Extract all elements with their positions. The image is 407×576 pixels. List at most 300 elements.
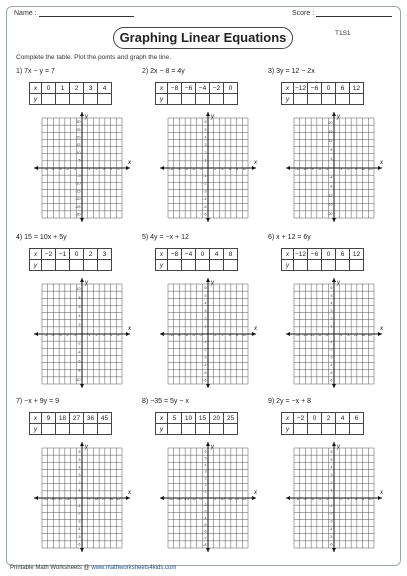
y-axis-label: y: [85, 280, 88, 286]
x-value-cell: 36: [84, 413, 98, 424]
y-answer-cell[interactable]: [294, 94, 308, 105]
x-tick-label: -45: [43, 496, 49, 501]
y-tick-label: 1: [204, 158, 207, 163]
x-header-cell: x: [156, 413, 168, 424]
x-value-cell: 12: [350, 249, 364, 260]
x-header-cell: x: [30, 249, 42, 260]
x-axis-label: x: [254, 326, 257, 332]
x-axis-arrow: [34, 332, 38, 336]
y-tick-label: -6: [203, 378, 207, 383]
x-value-cell: −2: [210, 83, 224, 94]
x-axis-arrow: [34, 166, 38, 170]
x-tick-label: -2: [325, 496, 329, 501]
y-answer-cell[interactable]: [336, 260, 350, 271]
x-header-cell: x: [282, 83, 294, 94]
x-tick-label: -8: [177, 332, 181, 337]
y-tick-label: -8: [77, 368, 81, 373]
footer-text: Printable Math Worksheets @: [10, 565, 92, 571]
x-tick-label: 2: [95, 332, 98, 337]
y-answer-cell[interactable]: [42, 94, 56, 105]
coordinate-grid[interactable]: [284, 112, 384, 224]
y-answer-cell[interactable]: [322, 260, 336, 271]
x-axis-arrow: [34, 496, 38, 500]
x-tick-label: -12: [309, 332, 315, 337]
y-answer-cell[interactable]: [210, 424, 224, 435]
x-tick-label: -3: [325, 166, 329, 171]
x-axis-arrow: [126, 496, 130, 500]
y-answer-cell[interactable]: [210, 94, 224, 105]
x-tick-label: -6: [184, 332, 188, 337]
y-tick-label: -1: [203, 173, 207, 178]
x-tick-label: 1: [88, 332, 91, 337]
y-answer-cell[interactable]: [56, 94, 70, 105]
y-tick-label: -10: [75, 377, 81, 382]
x-axis-arrow: [252, 496, 256, 500]
y-tick-label: 5: [204, 456, 207, 461]
y-header-cell: y: [156, 424, 168, 435]
problem-9: [268, 398, 393, 558]
y-tick-label: -3: [329, 355, 333, 360]
xy-table: [29, 248, 112, 271]
y-answer-cell[interactable]: [224, 94, 238, 105]
y-tick-label: -1: [203, 489, 207, 494]
y-tick-label: -30: [75, 212, 81, 217]
problem-equation: 7) −x + 9y = 9: [16, 398, 59, 405]
x-tick-label: 20: [368, 332, 373, 337]
y-tick-label: -12: [327, 193, 333, 198]
name-line: [39, 11, 134, 17]
y-tick-label: 30: [76, 120, 81, 125]
x-axis-arrow: [286, 496, 290, 500]
x-value-cell: 9: [42, 413, 56, 424]
y-axis-arrow: [332, 112, 336, 116]
x-value-cell: −12: [294, 250, 307, 258]
x-tick-label: -2: [65, 332, 70, 337]
y-tick-label: 4: [204, 135, 207, 140]
coordinate-grid[interactable]: [32, 112, 132, 224]
y-tick-label: 15: [76, 143, 81, 148]
y-tick-label: -8: [203, 542, 207, 547]
score-line: [316, 11, 392, 17]
x-axis-arrow: [252, 166, 256, 170]
x-tick-label: -4: [51, 166, 55, 171]
y-tick-label: -2: [329, 347, 333, 352]
y-tick-label: -25: [75, 204, 81, 209]
y-answer-cell[interactable]: [196, 424, 210, 435]
x-tick-label: 6: [228, 166, 231, 171]
y-answer-cell[interactable]: [294, 260, 308, 271]
x-tick-label: -3: [58, 166, 62, 171]
x-tick-label: -8: [303, 496, 307, 501]
problem-equation: 1) 7x − y = 7: [16, 68, 55, 75]
x-tick-label: -10: [302, 166, 308, 171]
coordinate-grid[interactable]: [32, 442, 132, 554]
problem-3: [268, 68, 393, 228]
problem-equation: 6) x + 12 = 6y: [268, 234, 311, 241]
x-value-cell: 15: [196, 413, 210, 424]
y-tick-label: 8: [330, 148, 333, 153]
x-tick-label: -18: [64, 496, 71, 501]
x-tick-label: 2: [214, 332, 217, 337]
y-header-cell: y: [282, 260, 294, 271]
x-tick-label: 20: [235, 496, 240, 501]
x-tick-label: 25: [242, 496, 247, 501]
y-tick-label: -20: [327, 211, 333, 216]
x-tick-label: 10: [368, 496, 373, 501]
x-tick-label: -36: [50, 496, 56, 501]
x-tick-label: 1: [88, 166, 91, 171]
x-tick-label: 36: [109, 496, 114, 501]
x-axis-arrow: [378, 496, 382, 500]
x-tick-label: -4: [317, 496, 322, 501]
y-axis-arrow: [206, 384, 210, 388]
y-axis-arrow: [80, 384, 84, 388]
y-answer-cell[interactable]: [168, 94, 182, 105]
y-axis-arrow: [206, 278, 210, 282]
y-answer-cell[interactable]: [168, 424, 182, 435]
y-answer-cell[interactable]: [168, 260, 182, 271]
x-tick-label: 5: [214, 496, 217, 501]
y-tick-label: -1: [77, 503, 81, 508]
y-tick-label: -2: [77, 511, 81, 516]
x-tick-label: -9: [310, 166, 314, 171]
y-tick-label: -2: [203, 502, 207, 507]
x-tick-label: 3: [102, 332, 105, 337]
y-answer-cell[interactable]: [182, 424, 196, 435]
xy-table: [29, 82, 112, 105]
x-axis-arrow: [286, 332, 290, 336]
x-tick-label: 8: [236, 332, 239, 337]
x-value-cell: 2: [70, 83, 84, 94]
y-tick-label: 6: [78, 305, 81, 310]
y-answer-cell[interactable]: [196, 94, 210, 105]
x-tick-label: -16: [302, 332, 308, 337]
x-tick-label: -27: [57, 496, 63, 501]
y-answer-cell[interactable]: [42, 424, 56, 435]
y-tick-label: -6: [329, 542, 333, 547]
x-value-cell: −6: [308, 249, 322, 260]
y-tick-label: 2: [204, 316, 207, 321]
y-tick-label: 1: [204, 482, 207, 487]
y-answer-cell[interactable]: [308, 424, 322, 435]
y-tick-label: 3: [204, 469, 207, 474]
y-answer-cell[interactable]: [98, 424, 112, 435]
y-tick-label: 2: [78, 480, 81, 485]
coordinate-grid[interactable]: [284, 278, 384, 390]
y-tick-label: 5: [78, 457, 81, 462]
name-field[interactable]: [14, 10, 134, 17]
y-tick-label: 4: [330, 465, 333, 470]
y-answer-cell[interactable]: [84, 260, 98, 271]
x-tick-label: 9: [88, 496, 91, 501]
x-tick-label: 2: [340, 496, 343, 501]
x-value-cell: −1: [56, 249, 70, 260]
coordinate-grid[interactable]: [158, 442, 258, 554]
y-tick-label: 5: [204, 127, 207, 132]
y-axis-label: y: [337, 444, 340, 450]
x-tick-label: 6: [347, 166, 350, 171]
y-tick-label: 20: [328, 120, 333, 125]
x-value-cell: 20: [210, 413, 224, 424]
y-tick-label: -6: [77, 542, 81, 547]
x-value-cell: 8: [224, 249, 238, 260]
x-tick-label: 4: [110, 332, 113, 337]
y-tick-label: 1: [330, 324, 333, 329]
y-tick-label: -6: [203, 212, 207, 217]
x-axis-label: x: [254, 490, 257, 496]
x-value-cell: 2: [322, 413, 336, 424]
y-answer-cell[interactable]: [322, 424, 336, 435]
x-header-cell: x: [282, 249, 294, 260]
y-tick-label: 6: [330, 286, 333, 291]
y-tick-label: -5: [203, 204, 207, 209]
x-tick-label: 4: [340, 332, 343, 337]
x-tick-label: 5: [117, 332, 120, 337]
y-tick-label: -1: [203, 339, 207, 344]
y-tick-label: -15: [75, 189, 81, 194]
x-tick-label: 8: [236, 166, 239, 171]
y-answer-cell[interactable]: [56, 424, 70, 435]
x-axis-arrow: [160, 496, 164, 500]
y-tick-label: 4: [330, 301, 333, 306]
y-answer-cell[interactable]: [224, 260, 238, 271]
x-axis-arrow: [160, 332, 164, 336]
coordinate-grid[interactable]: [158, 112, 258, 224]
x-tick-label: -2: [199, 332, 203, 337]
y-answer-cell[interactable]: [56, 260, 70, 271]
y-tick-label: 5: [330, 293, 333, 298]
y-answer-cell[interactable]: [336, 94, 350, 105]
x-tick-label: -10: [295, 496, 301, 501]
y-axis-arrow: [332, 218, 336, 222]
y-tick-label: 4: [204, 301, 207, 306]
xy-table: [29, 412, 112, 435]
x-tick-label: 4: [347, 496, 350, 501]
score-field[interactable]: [292, 10, 392, 17]
y-tick-label: -4: [203, 363, 207, 368]
x-value-cell: 0: [308, 413, 322, 424]
x-tick-label: -6: [317, 166, 322, 171]
y-answer-cell[interactable]: [196, 260, 210, 271]
x-tick-label: 27: [101, 496, 106, 501]
x-tick-label: -1: [73, 332, 77, 337]
x-tick-label: 45: [116, 496, 121, 501]
y-tick-label: 6: [204, 286, 207, 291]
y-answer-cell[interactable]: [322, 94, 336, 105]
x-tick-label: -9: [73, 496, 77, 501]
problem-8: [142, 398, 267, 558]
x-value-cell: 0: [322, 249, 336, 260]
y-tick-label: 2: [78, 323, 81, 328]
y-tick-label: 3: [330, 473, 333, 478]
y-answer-cell[interactable]: [336, 424, 350, 435]
x-axis-label: x: [254, 160, 257, 166]
y-tick-label: -4: [77, 350, 81, 355]
x-tick-label: -8: [317, 332, 322, 337]
y-axis-arrow: [206, 218, 210, 222]
y-answer-cell[interactable]: [70, 260, 84, 271]
y-answer-cell[interactable]: [182, 94, 196, 105]
problem-1: [16, 68, 141, 228]
x-value-cell: 0: [322, 83, 336, 94]
y-answer-cell[interactable]: [42, 260, 56, 271]
x-tick-label: -10: [169, 166, 175, 171]
y-header-cell: y: [156, 260, 168, 271]
y-answer-cell[interactable]: [70, 94, 84, 105]
x-tick-label: -25: [169, 496, 175, 501]
x-tick-label: -2: [65, 166, 70, 171]
y-axis-label: y: [211, 280, 214, 286]
x-tick-label: 3: [102, 166, 105, 171]
y-tick-label: 16: [328, 129, 333, 134]
y-tick-label: -4: [203, 197, 207, 202]
x-value-cell: 0: [224, 83, 238, 94]
y-tick-label: 3: [78, 473, 81, 478]
y-answer-cell[interactable]: [224, 424, 238, 435]
x-header-cell: x: [156, 83, 168, 94]
y-axis-arrow: [332, 548, 336, 552]
x-tick-label: 6: [228, 332, 231, 337]
y-header-cell: y: [30, 260, 42, 271]
coordinate-grid[interactable]: [32, 278, 132, 390]
y-tick-label: 1: [78, 488, 81, 493]
y-answer-cell[interactable]: [294, 424, 308, 435]
problem-5: [142, 234, 267, 394]
x-header-cell: x: [156, 249, 168, 260]
y-axis-label: y: [211, 444, 214, 450]
y-answer-cell[interactable]: [350, 260, 364, 271]
y-tick-label: 10: [76, 150, 81, 155]
x-tick-label: 10: [220, 496, 225, 501]
y-axis-arrow: [80, 278, 84, 282]
x-axis-arrow: [286, 166, 290, 170]
y-tick-label: 25: [76, 127, 81, 132]
y-tick-label: 5: [204, 293, 207, 298]
y-answer-cell[interactable]: [98, 260, 112, 271]
coordinate-grid[interactable]: [158, 278, 258, 390]
y-answer-cell[interactable]: [308, 94, 322, 105]
xy-table: [281, 412, 364, 435]
y-tick-label: -3: [203, 189, 207, 194]
y-axis-label: y: [337, 280, 340, 286]
y-tick-label: 2: [330, 316, 333, 321]
y-tick-label: -2: [77, 341, 81, 346]
x-tick-label: -4: [191, 332, 196, 337]
x-value-cell: 6: [336, 83, 350, 94]
x-tick-label: 18: [94, 496, 99, 501]
y-answer-cell[interactable]: [98, 94, 112, 105]
y-answer-cell[interactable]: [350, 424, 364, 435]
x-value-cell: −2: [42, 249, 56, 260]
y-axis-arrow: [206, 548, 210, 552]
x-tick-label: -8: [177, 166, 181, 171]
x-tick-label: -2: [199, 166, 203, 171]
x-axis-arrow: [378, 332, 382, 336]
x-tick-label: -4: [51, 332, 55, 337]
x-value-cell: 6: [350, 413, 364, 424]
x-tick-label: -10: [169, 332, 175, 337]
x-value-cell: 27: [70, 413, 84, 424]
y-tick-label: -5: [77, 534, 81, 539]
x-tick-label: 2: [95, 166, 98, 171]
y-tick-label: 6: [78, 450, 81, 455]
y-tick-label: -1: [329, 503, 333, 508]
x-tick-label: -4: [191, 166, 196, 171]
y-header-cell: y: [30, 94, 42, 105]
x-axis-label: x: [128, 490, 131, 496]
y-tick-label: 4: [204, 462, 207, 467]
y-tick-label: -3: [77, 519, 81, 524]
y-axis-arrow: [80, 548, 84, 552]
y-tick-label: -8: [329, 184, 333, 189]
y-tick-label: -6: [203, 529, 207, 534]
y-answer-cell[interactable]: [182, 260, 196, 271]
y-answer-cell[interactable]: [70, 424, 84, 435]
y-tick-label: -20: [75, 197, 81, 202]
x-header-cell: x: [30, 413, 42, 424]
x-value-cell: −4: [196, 83, 210, 94]
y-answer-cell[interactable]: [350, 94, 364, 105]
x-value-cell: −12: [294, 84, 307, 92]
x-value-cell: 3: [98, 249, 112, 260]
y-tick-label: -5: [203, 522, 207, 527]
x-axis-arrow: [126, 332, 130, 336]
coordinate-grid[interactable]: [284, 442, 384, 554]
xy-table: [155, 248, 238, 271]
x-value-cell: 0: [70, 249, 84, 260]
xy-table: [155, 412, 238, 435]
x-value-cell: 10: [182, 413, 196, 424]
y-answer-cell[interactable]: [84, 424, 98, 435]
x-value-cell: −8: [168, 249, 182, 260]
x-value-cell: −2: [294, 413, 308, 424]
x-tick-label: 12: [361, 166, 366, 171]
x-axis-arrow: [160, 166, 164, 170]
x-value-cell: 4: [336, 413, 350, 424]
x-value-cell: 45: [98, 413, 112, 424]
x-tick-label: 5: [117, 166, 120, 171]
x-tick-label: 15: [368, 166, 373, 171]
x-tick-label: 9: [354, 166, 357, 171]
y-tick-label: -7: [203, 536, 207, 541]
x-tick-label: -5: [199, 496, 203, 501]
problem-equation: 3) 3y = 12 − 2x: [268, 68, 315, 75]
x-tick-label: 8: [362, 496, 365, 501]
y-answer-cell[interactable]: [210, 260, 224, 271]
y-tick-label: -4: [203, 516, 207, 521]
footer-brand: www.mathworksheets4kids.com: [91, 565, 177, 571]
y-axis-arrow: [206, 442, 210, 446]
y-answer-cell[interactable]: [308, 260, 322, 271]
x-header-cell: x: [30, 83, 42, 94]
xy-table: [281, 82, 364, 105]
x-value-cell: 1: [56, 83, 70, 94]
x-tick-label: -5: [44, 332, 48, 337]
x-value-cell: 2: [84, 249, 98, 260]
y-tick-label: 12: [328, 139, 333, 144]
y-tick-label: -4: [329, 527, 333, 532]
y-tick-label: -3: [203, 509, 207, 514]
x-tick-label: -5: [44, 166, 48, 171]
x-axis-label: x: [380, 160, 383, 166]
x-axis-arrow: [126, 166, 130, 170]
x-value-cell: 12: [350, 83, 364, 94]
y-answer-cell[interactable]: [84, 94, 98, 105]
x-value-cell: 6: [336, 249, 350, 260]
y-tick-label: 5: [78, 158, 81, 163]
x-axis-label: x: [380, 326, 383, 332]
y-tick-label: -2: [203, 181, 207, 186]
